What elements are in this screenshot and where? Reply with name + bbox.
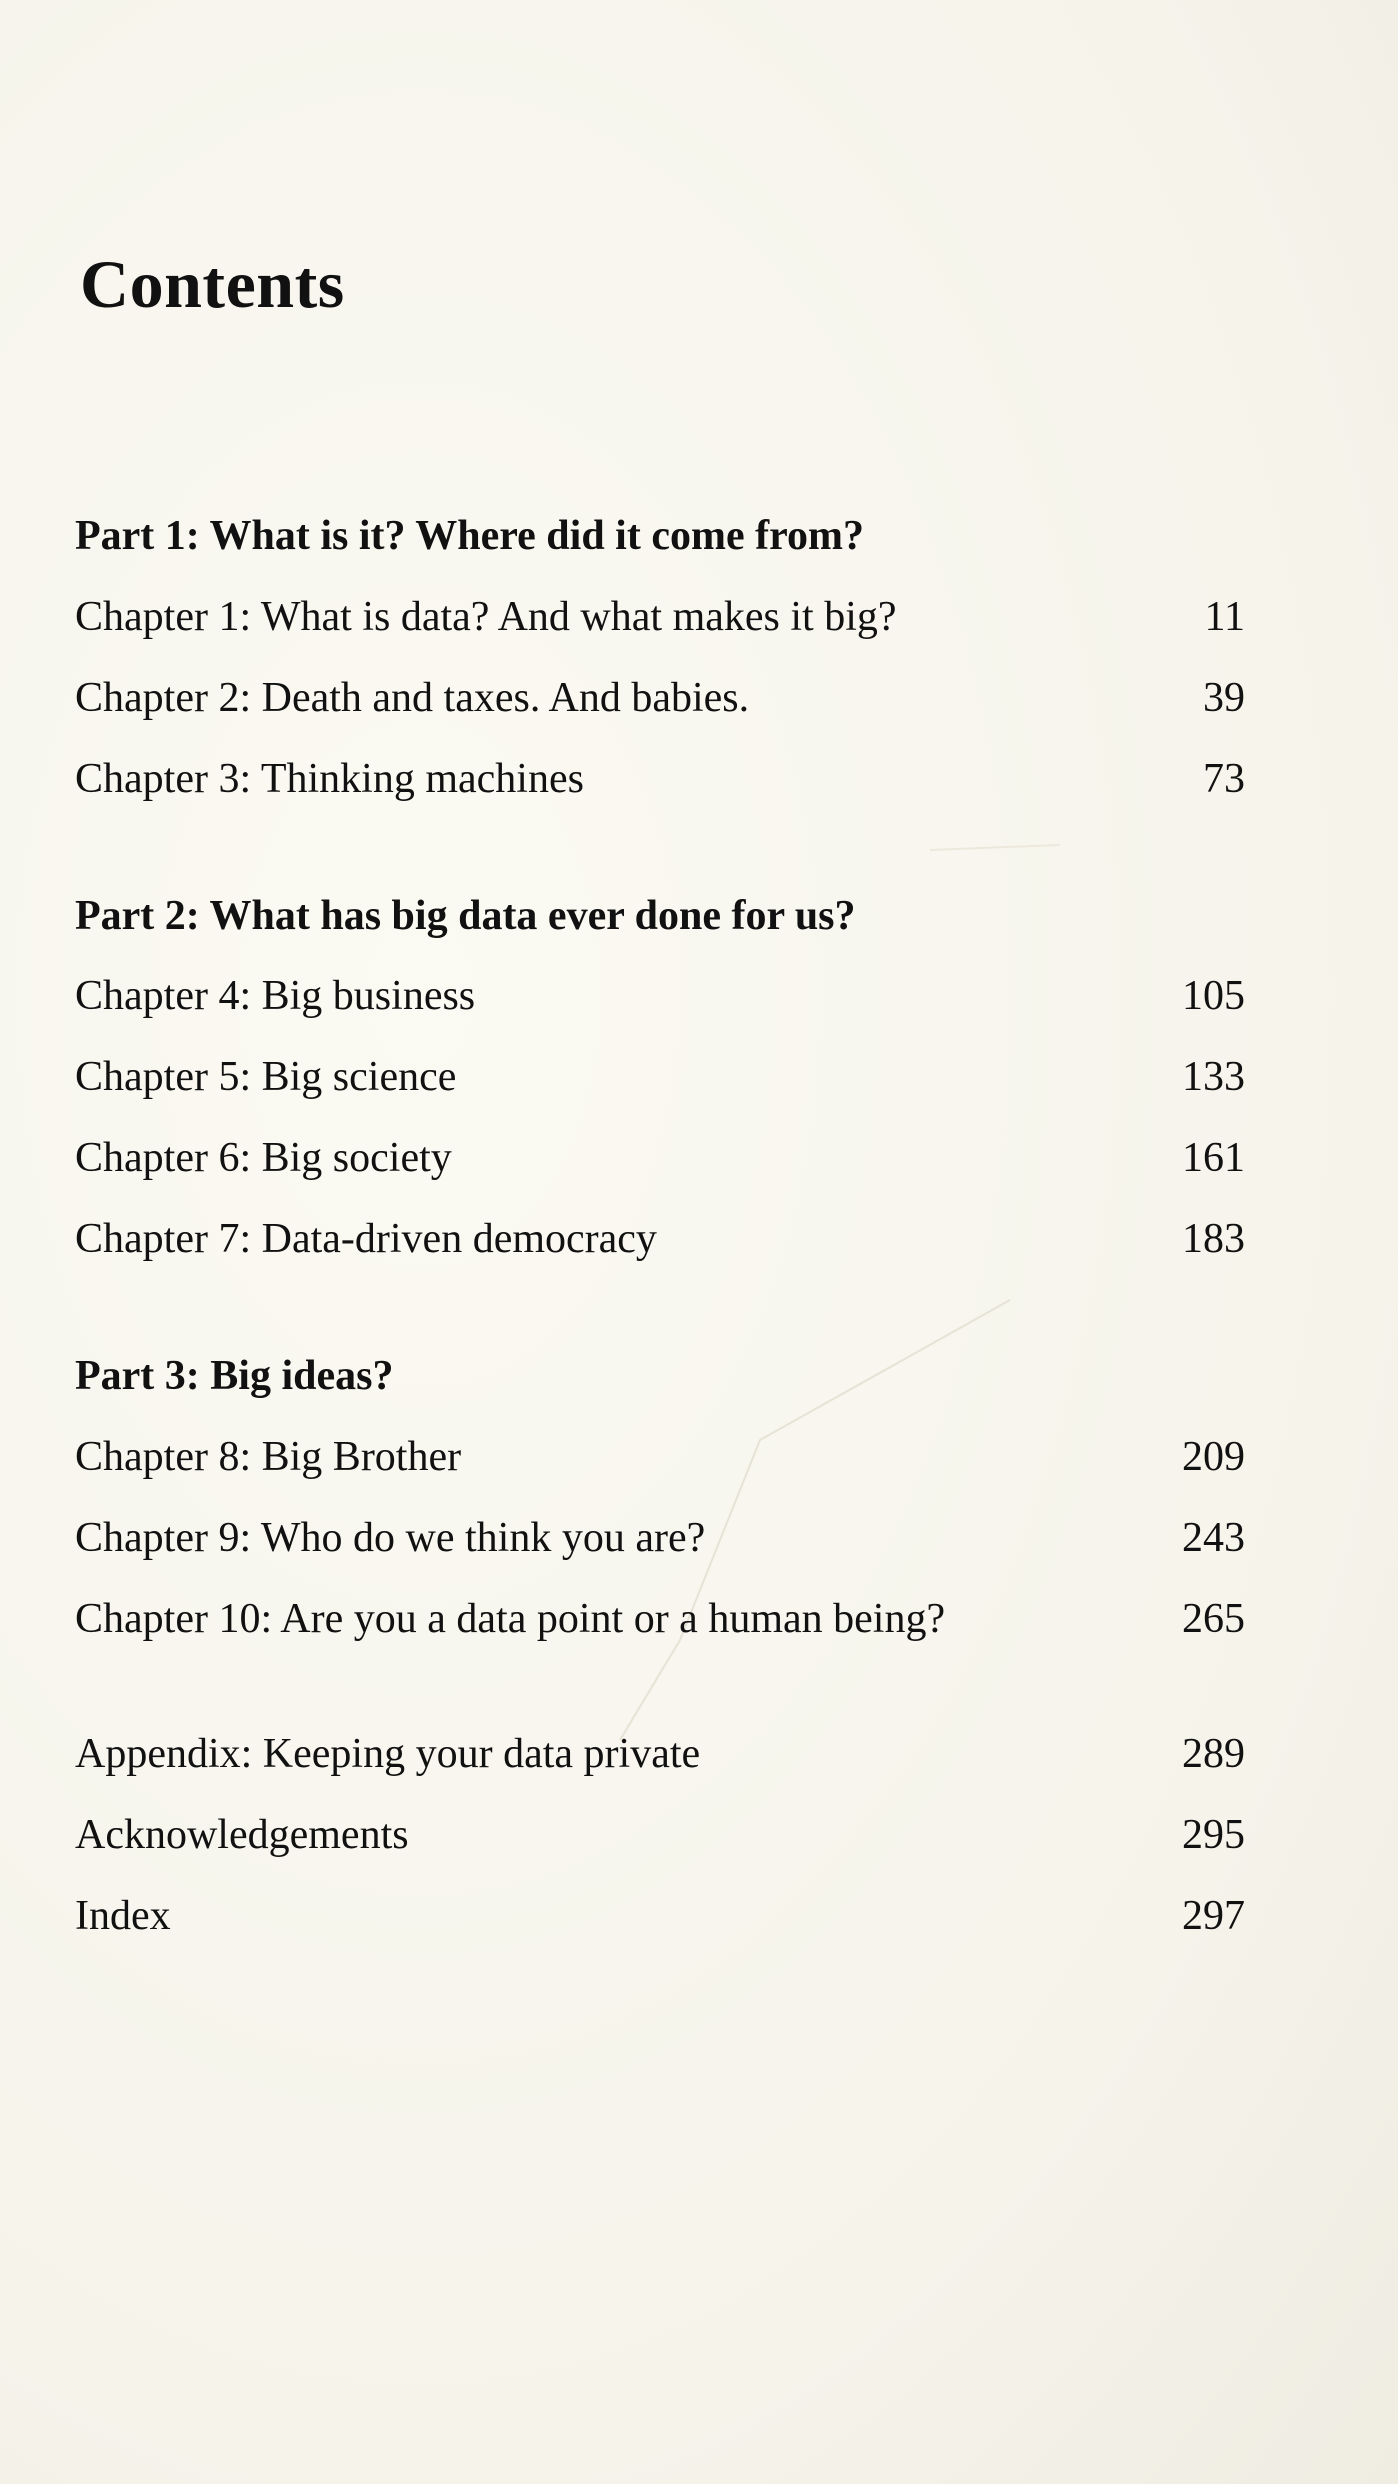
- entry-page-number: 265: [1182, 1596, 1245, 1642]
- part-2-heading: Part 2: What has big data ever done for us?: [75, 893, 856, 939]
- entry-title: Acknowledgements: [75, 1812, 409, 1858]
- entry-title: Index: [75, 1893, 171, 1939]
- part-3-heading: Part 3: Big ideas?: [75, 1353, 394, 1399]
- entry-page-number: 73: [1203, 756, 1245, 802]
- entry-page-number: 105: [1182, 973, 1245, 1019]
- toc-entry-chapter-10: [75, 1598, 1245, 1654]
- entry-page-number: 133: [1182, 1054, 1245, 1100]
- entry-page-number: 289: [1182, 1731, 1245, 1777]
- entry-title: Chapter 6: Big society: [75, 1135, 452, 1181]
- entry-title: Appendix: Keeping your data private: [75, 1731, 701, 1777]
- toc-entry-chapter-2: [75, 677, 1245, 733]
- entry-page-number: 243: [1182, 1515, 1245, 1561]
- entry-page-number: 209: [1182, 1434, 1245, 1480]
- entry-title: Chapter 9: Who do we think you are?: [75, 1515, 706, 1561]
- entry-title: Chapter 3: Thinking machines: [75, 756, 584, 802]
- entry-page-number: 297: [1182, 1893, 1245, 1939]
- page-title: Contents: [80, 246, 345, 322]
- toc-entry-chapter-9: [75, 1517, 1245, 1573]
- entry-title: Chapter 1: What is data? And what makes it big?: [75, 594, 897, 640]
- entry-title: Chapter 7: Data-driven democracy: [75, 1216, 657, 1262]
- entry-title: Chapter 4: Big business: [75, 973, 476, 1019]
- entry-page-number: 183: [1182, 1216, 1245, 1262]
- toc-entry-acknowledgements: [75, 1814, 1245, 1870]
- toc-entry-chapter-1: [75, 596, 1245, 652]
- toc-entry-chapter-6: [75, 1137, 1245, 1193]
- entry-page-number: 295: [1182, 1812, 1245, 1858]
- toc-entry-chapter-5: [75, 1056, 1245, 1112]
- toc-entry-chapter-4: [75, 975, 1245, 1031]
- entry-page-number: 39: [1203, 675, 1245, 721]
- entry-title: Chapter 10: Are you a data point or a human being?: [75, 1596, 946, 1642]
- toc-entry-appendix: [75, 1733, 1245, 1789]
- entry-title: Chapter 2: Death and taxes. And babies.: [75, 675, 750, 721]
- entry-page-number: 161: [1182, 1135, 1245, 1181]
- toc-entry-chapter-7: [75, 1218, 1245, 1274]
- entry-page-number: 11: [1204, 594, 1245, 640]
- toc-entry-index: [75, 1895, 1245, 1951]
- part-1-heading: Part 1: What is it? Where did it come from?: [75, 513, 864, 559]
- entry-title: Chapter 5: Big science: [75, 1054, 457, 1100]
- entry-title: Chapter 8: Big Brother: [75, 1434, 462, 1480]
- toc-entry-chapter-3: [75, 758, 1245, 814]
- toc-entry-chapter-8: [75, 1436, 1245, 1492]
